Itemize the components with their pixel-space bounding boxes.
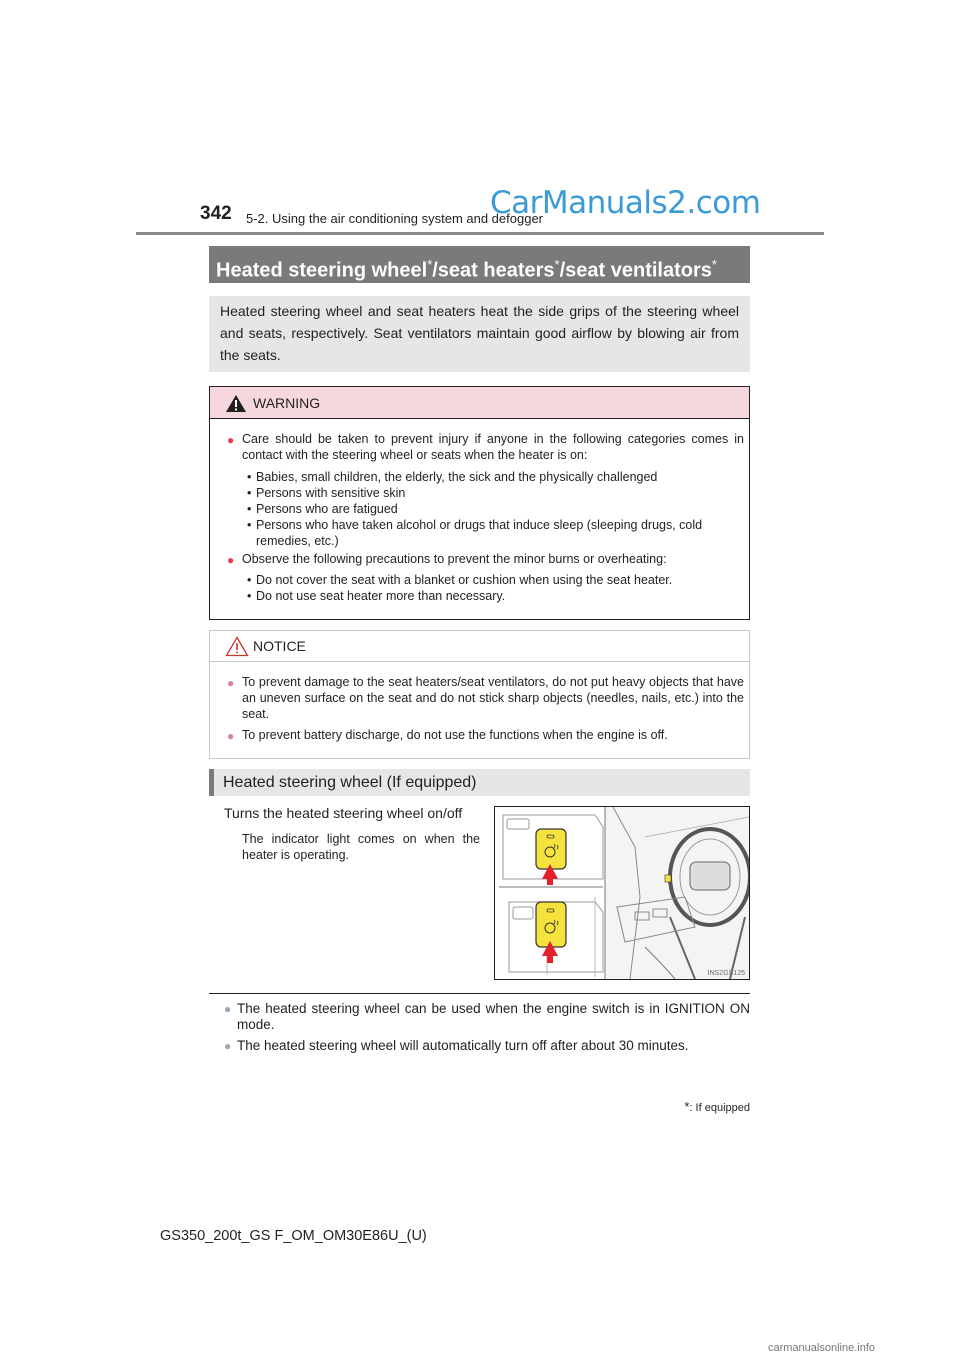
warning-subitem: • Do not use seat heater more than necessary. xyxy=(247,589,506,603)
notice-item: ● To prevent battery discharge, do not use the functions when the engine is off. xyxy=(227,728,668,743)
notice-triangle-icon xyxy=(225,636,249,657)
warning-label: WARNING xyxy=(253,395,321,411)
bullet-icon: ● xyxy=(227,433,235,447)
bullet-icon: ● xyxy=(227,676,235,690)
title-part-3: /seat ventilators xyxy=(559,259,712,282)
asterisk-1: * xyxy=(427,257,433,272)
footnote: *: If equipped xyxy=(684,1099,750,1114)
document-id: GS350_200t_GS F_OM_OM30E86U_(U) xyxy=(160,1228,427,1244)
steering-switch-illustration xyxy=(495,807,749,979)
title-part-2: /seat heaters xyxy=(432,259,555,282)
subsection-title: Heated steering wheel (If equipped) xyxy=(209,769,750,796)
asterisk-3: * xyxy=(711,257,717,272)
asterisk-icon: * xyxy=(684,1099,690,1114)
bullet-icon: ● xyxy=(227,729,235,743)
asterisk-2: * xyxy=(554,257,560,272)
warning-subitem: • Do not cover the seat with a blanket or cushion when using the seat heater. xyxy=(247,573,673,587)
page-number: 342 xyxy=(200,203,232,224)
warning-item: ● Observe the following precautions to prevent the minor burns or overheating: xyxy=(227,552,667,567)
watermark-bottom: carmanualsonline.info xyxy=(768,1342,876,1354)
instruction-text: Turns the heated steering wheel on/off xyxy=(224,805,463,821)
bullet-icon: ● xyxy=(224,1002,232,1016)
bullet-icon: ● xyxy=(227,553,235,567)
bullet-icon: ● xyxy=(224,1039,232,1053)
notes-divider xyxy=(209,993,750,994)
warning-subitem: • Persons who are fatigued xyxy=(247,502,398,516)
warning-subitem: • Persons who have taken alcohol or drugs that induce sleep (sleeping drugs, cold remedies, etc.) xyxy=(247,518,703,548)
watermark-top: CarManuals2.com xyxy=(490,185,761,221)
figure-code: INS2GS125 xyxy=(707,970,745,977)
warning-subitem: • Babies, small children, the elderly, the sick and the physically challenged xyxy=(247,470,658,484)
note-item: ● The heated steering wheel will automatically turn off after about 30 minutes. xyxy=(224,1038,689,1053)
page-title xyxy=(209,246,750,283)
header-rule xyxy=(136,232,824,235)
notice-label: NOTICE xyxy=(253,638,306,654)
note-item: ● The heated steering wheel can be used when the engine switch is in IGNITION ON mode. xyxy=(224,1001,750,1032)
heated-steering-switch-figure xyxy=(494,806,750,980)
warning-subitem: • Persons with sensitive skin xyxy=(247,486,406,500)
notice-header xyxy=(210,631,749,662)
warning-triangle-icon xyxy=(225,394,247,413)
warning-header xyxy=(210,387,749,419)
detail-text: The indicator light comes on when the heater is operating. xyxy=(242,832,480,862)
section-title: 5-2. Using the air conditioning system and defogger xyxy=(246,211,544,226)
title-part-1: Heated steering wheel xyxy=(216,259,428,282)
intro-box: Heated steering wheel and seat heaters heat the side grips of the steering wheel and seats, respectively. Seat ventilators maintain good airflow by blowing air from the seats. xyxy=(209,296,750,372)
warning-item: ● Care should be taken to prevent injury if anyone in the following categories comes in contact with the steering wheel or seats when the heater is on: xyxy=(227,432,744,462)
notice-item: ● To prevent damage to the seat heaters/seat ventilators, do not put heavy objects that have an uneven surface on the seat and do not stick sharp objects (needles, nails, etc.) into the seat. xyxy=(227,675,744,721)
